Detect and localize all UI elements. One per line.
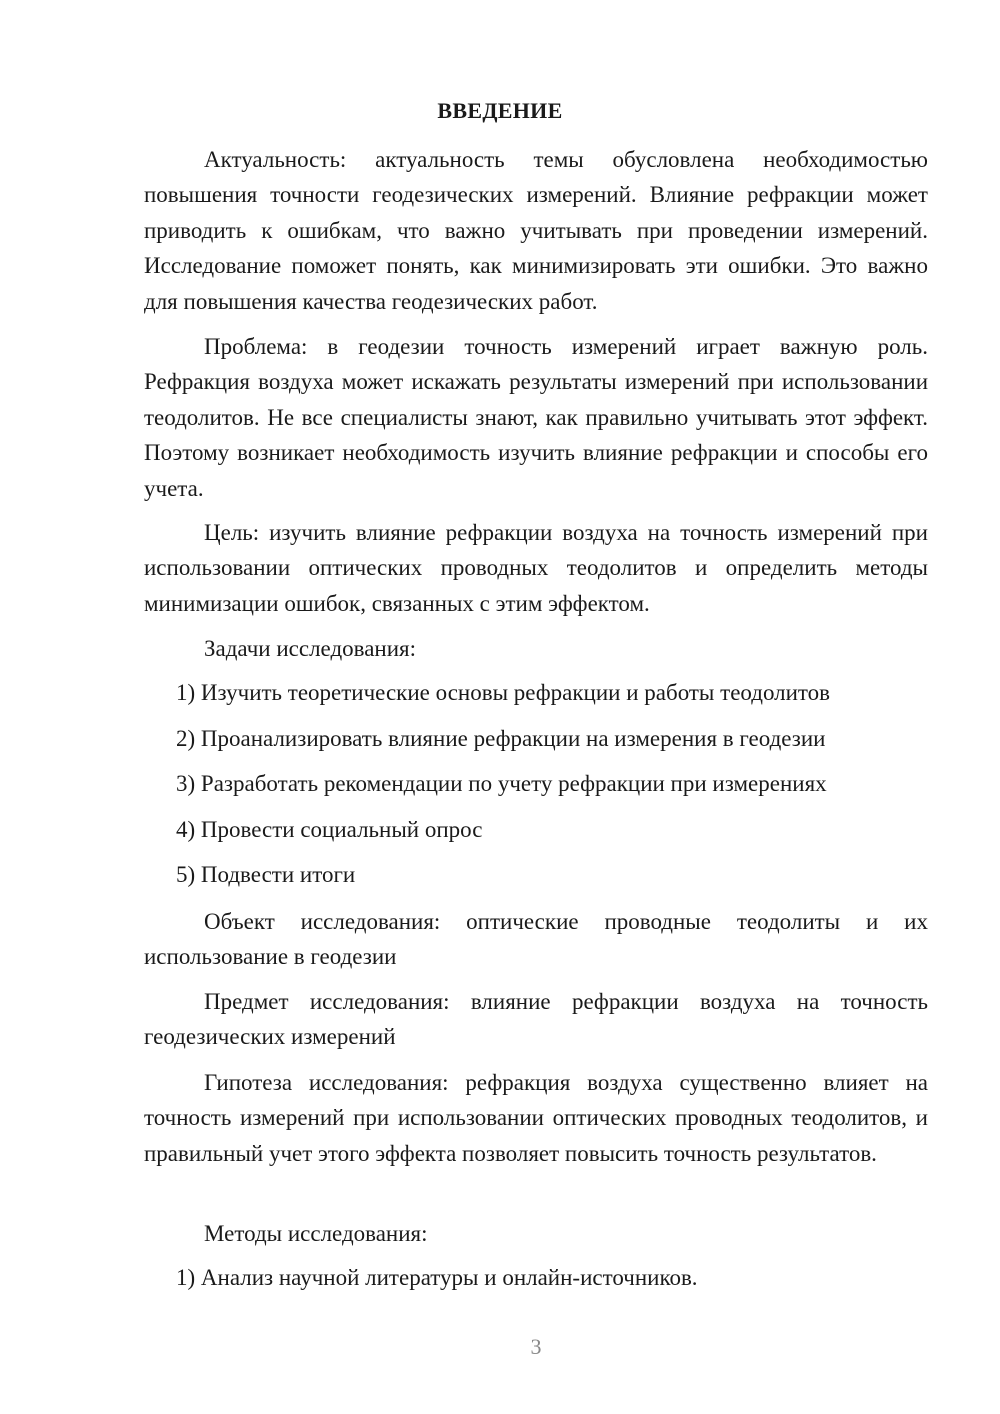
section-title: ВВЕДЕНИЕ [437, 98, 563, 123]
page-number: 3 [530, 1334, 542, 1359]
task-item: 1) Изучить теоретические основы рефракции и работы теодолитов [176, 680, 831, 705]
problem-paragraph: Проблема: в геодезии точность измерений играет важную роль. Рефракция воздуха может искажать результаты измерений при использовании теодолитов. Не все специалисты знают, как правильно учитывать этот эффект. Поэтому возникает необходимость изучить влияние рефракции и способы его учета. [144, 334, 928, 501]
relevance-paragraph: Актуальность: актуальность темы обусловлена необходимостью повышения точности геодезических измерений. Влияние рефракции может приводить к ошибкам, что важно учитывать при проведении измерений. Исследование поможет понять, как минимизировать эти ошибки. Это важно для повышения качества геодезических работ. [144, 147, 928, 314]
methods-heading: Методы исследования: [204, 1221, 428, 1246]
goal-paragraph: Цель: изучить влияние рефракции воздуха на точность измерений при использовании оптических проводных теодолитов и определить методы минимизации ошибок, связанных с этим эффектом. [144, 520, 928, 616]
object-paragraph: Объект исследования: оптические проводные теодолиты и их использование в геодезии [144, 909, 928, 970]
task-item: 4) Провести социальный опрос [176, 817, 483, 842]
method-item: 1) Анализ научной литературы и онлайн-источников. [176, 1265, 698, 1290]
tasks-heading: Задачи исследования: [204, 636, 417, 661]
task-item: 3) Разработать рекомендации по учету рефракции при измерениях [176, 771, 827, 796]
hypothesis-paragraph: Гипотеза исследования: рефракция воздуха существенно влияет на точность измерений при использовании оптических проводных теодолитов, и правильный учет этого эффекта позволяет повысить точность результатов. [144, 1070, 928, 1166]
task-item: 5) Подвести итоги [176, 862, 356, 887]
subject-paragraph: Предмет исследования: влияние рефракции воздуха на точность геодезических измерений [144, 989, 928, 1050]
task-item: 2) Проанализировать влияние рефракции на измерения в геодезии [176, 726, 826, 751]
